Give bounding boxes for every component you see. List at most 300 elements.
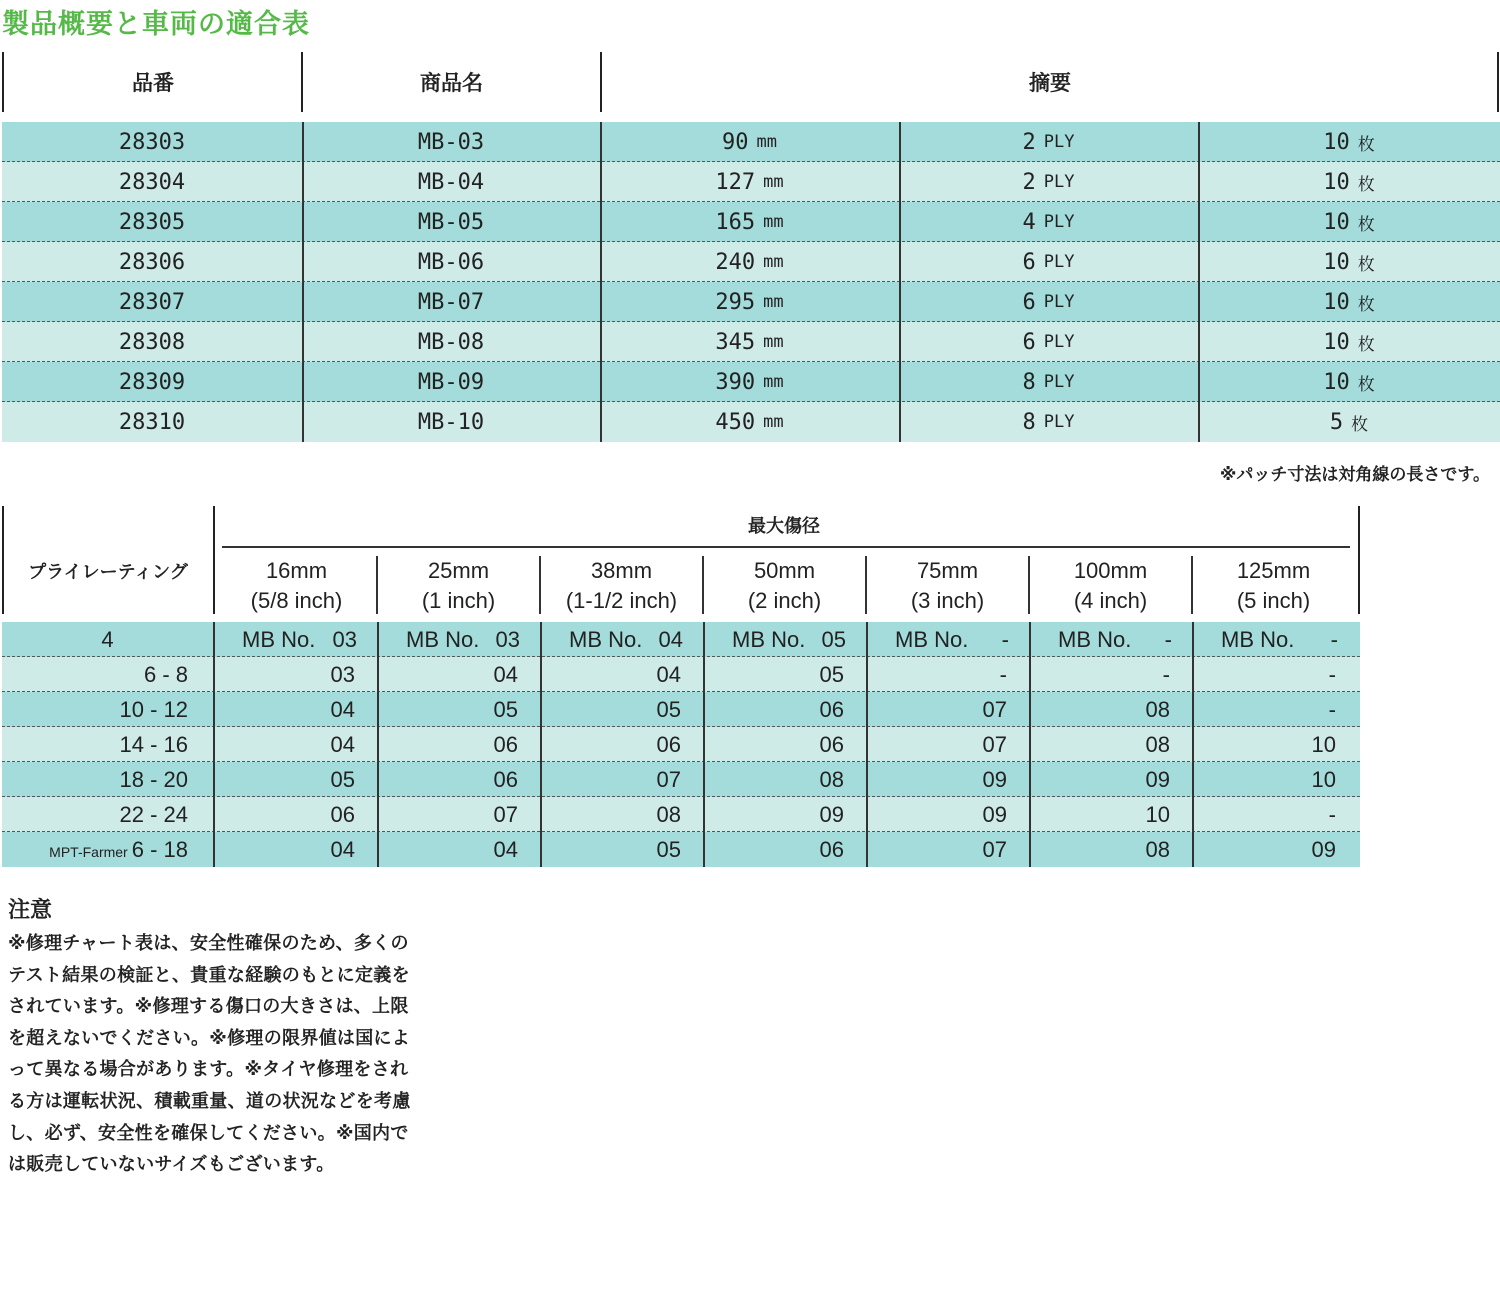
ply-rating-cell (2, 727, 188, 762)
column-divider (1198, 242, 1200, 282)
header-divider (2, 506, 4, 614)
table-row (2, 832, 1360, 867)
column-divider (302, 162, 304, 202)
column-divider (1028, 556, 1030, 614)
patch-number-cell: 09 (982, 802, 1007, 827)
fit-table-header (0, 506, 1362, 614)
ply-rating-cell (2, 657, 188, 692)
patch-number: - (1330, 627, 1338, 652)
patch-number-cell: 10 (1311, 767, 1336, 792)
patch-number-cell: - (1328, 697, 1336, 722)
cell-value: 10 (1323, 129, 1350, 155)
ply-cell (899, 242, 1198, 282)
patch-number-cell: 07 (493, 802, 518, 827)
unit-label: PLY (1043, 212, 1075, 232)
column-divider (1029, 727, 1031, 762)
patch-number: 03 (332, 627, 357, 652)
ply-value: 18 - 20 (119, 767, 188, 792)
cell-value: MB-06 (417, 249, 485, 275)
unit-label: PLY (1043, 172, 1075, 192)
patch-number-cell: 04 (330, 697, 355, 722)
size-inch: (2 inch) (747, 588, 822, 613)
patch-number-cell: 06 (819, 697, 844, 722)
patch-number-cell: 08 (656, 802, 681, 827)
size-mm: 50mm (753, 558, 816, 583)
patch-number-cell: 05 (656, 837, 681, 862)
ply-cell (899, 402, 1198, 442)
unit-label: mm (756, 132, 777, 152)
cell-value: 8 (1022, 369, 1036, 395)
patch-number-cell: 07 (656, 767, 681, 792)
unit-label: mm (763, 372, 784, 392)
cell-value: 2 (1022, 129, 1036, 155)
table-row (2, 622, 1360, 657)
patch-number-cell: 10 (1145, 802, 1170, 827)
patch-number-cell: 04 (493, 662, 518, 687)
size-mm: 38mm (590, 558, 653, 583)
patch-number: - (1001, 627, 1009, 652)
size-column-header (540, 556, 703, 616)
patch-number-cell: 04 (330, 837, 355, 862)
unit-label: 枚 (1357, 134, 1375, 155)
column-divider (600, 322, 602, 362)
cell-value: 5 (1329, 409, 1344, 435)
unit-label: PLY (1043, 332, 1075, 352)
patch-number-cell: 09 (982, 767, 1007, 792)
qty-cell (1198, 402, 1500, 442)
size-cell (600, 242, 899, 282)
cell-value: MB-07 (417, 289, 485, 315)
cell-value: 10 (1323, 369, 1350, 395)
size-inch: (1-1/2 inch) (565, 588, 678, 613)
column-divider (540, 797, 542, 832)
column-divider (866, 832, 868, 867)
header-divider (1497, 52, 1499, 112)
patch-number-cell: 06 (819, 837, 844, 862)
header-divider (1358, 506, 1360, 614)
column-divider (703, 797, 705, 832)
column-divider (866, 762, 868, 797)
cell-value: 2 (1022, 169, 1036, 195)
column-divider (376, 556, 378, 614)
size-inch: (5 inch) (1236, 588, 1311, 613)
column-divider (213, 762, 215, 797)
cell-value: 28310 (118, 409, 186, 435)
patch-number: 03 (495, 627, 520, 652)
cell-value: 345 (715, 329, 756, 355)
column-divider (540, 762, 542, 797)
table-row (2, 282, 1500, 322)
table-row (2, 727, 1360, 762)
ply-rating-cell (2, 832, 188, 867)
patch-number: 05 (821, 627, 846, 652)
column-divider (600, 202, 602, 242)
patch-number-cell: 06 (493, 732, 518, 757)
part-no-cell (2, 362, 302, 402)
unit-label: 枚 (1357, 334, 1375, 355)
header-product-name: 商品名 (420, 71, 483, 95)
cell-value: 8 (1022, 409, 1036, 435)
patch-number-cell: - (1162, 662, 1170, 687)
product-name-cell (302, 122, 600, 162)
column-divider (600, 122, 602, 162)
cell-value: 28308 (118, 329, 186, 355)
product-table-body (2, 122, 1500, 442)
column-divider (1029, 692, 1031, 727)
unit-label: 枚 (1357, 294, 1375, 315)
product-name-cell (302, 362, 600, 402)
column-divider (1192, 692, 1194, 727)
part-no-cell (2, 162, 302, 202)
patch-size-note: ※パッチ寸法は対角線の長さです。 (1219, 465, 1490, 485)
patch-number-cell (1030, 622, 1192, 657)
unit-label: 枚 (1357, 214, 1375, 235)
size-mm: 75mm (916, 558, 979, 583)
size-inch: (5/8 inch) (250, 588, 343, 613)
column-divider (865, 556, 867, 614)
column-divider (1192, 797, 1194, 832)
cell-value: 127 (715, 169, 756, 195)
table-row (2, 657, 1360, 692)
cell-value: 6 (1022, 289, 1036, 315)
column-divider (703, 762, 705, 797)
cell-value: 4 (1022, 209, 1036, 235)
product-name-cell (302, 242, 600, 282)
patch-number-cell: 08 (1145, 697, 1170, 722)
unit-label: PLY (1043, 372, 1075, 392)
qty-cell (1198, 362, 1500, 402)
column-divider (600, 282, 602, 322)
size-column-header (377, 556, 540, 616)
column-divider (377, 657, 379, 692)
caution-title: 注意 (8, 898, 53, 923)
caution-text: ※修理チャート表は、安全性確保のため、多くのテスト結果の検証と、貴重な経験のもとに定義をされています。※修理する傷口の大きさは、上限を超えないでください。※修理の限界値は国によって異なる場合があります。※タイヤ修理をされる方は運転状況、積載重量、道の状況などを考慮し、必ず、安全性を確保してください。※国内では販売していないサイズもございます。 (8, 933, 411, 1176)
cell-value: MB-03 (417, 129, 485, 155)
column-divider (899, 162, 901, 202)
patch-number-cell: 06 (656, 732, 681, 757)
column-divider (600, 402, 602, 442)
max-injury-header: 最大傷径 (748, 516, 820, 537)
column-divider (1192, 622, 1194, 657)
column-divider (899, 282, 901, 322)
patch-number-cell: 07 (982, 732, 1007, 757)
patch-number-cell: 05 (656, 697, 681, 722)
mb-no-prefix: MB No. (242, 627, 316, 652)
column-divider (1198, 362, 1200, 402)
mb-no-prefix: MB No. (1058, 627, 1132, 652)
ply-value: 10 - 12 (119, 697, 188, 722)
column-divider (600, 242, 602, 282)
patch-number-cell: 04 (493, 837, 518, 862)
column-divider (302, 242, 304, 282)
column-divider (866, 727, 868, 762)
column-divider (302, 122, 304, 162)
patch-number-cell: 04 (656, 662, 681, 687)
cell-value: 90 (722, 129, 749, 155)
patch-number-cell: - (1328, 802, 1336, 827)
column-divider (302, 402, 304, 442)
column-divider (302, 322, 304, 362)
column-divider (1029, 657, 1031, 692)
column-divider (1198, 122, 1200, 162)
size-cell (600, 322, 899, 362)
cell-value: 295 (715, 289, 756, 315)
table-row (2, 202, 1500, 242)
ply-rating-cell (2, 762, 188, 797)
ply-cell (899, 362, 1198, 402)
column-divider (600, 162, 602, 202)
size-column-header (703, 556, 866, 616)
unit-label: mm (763, 412, 784, 432)
cell-value: 28305 (118, 209, 186, 235)
product-name-cell (302, 282, 600, 322)
mb-no-prefix: MB No. (569, 627, 643, 652)
column-divider (1029, 832, 1031, 867)
ply-rating-header: プライレーティング (28, 562, 188, 583)
cell-value: 165 (715, 209, 756, 235)
ply-cell (899, 282, 1198, 322)
column-divider (302, 362, 304, 402)
table-row (2, 362, 1500, 402)
product-name-cell (302, 202, 600, 242)
patch-number-cell (214, 622, 377, 657)
product-name-cell (302, 162, 600, 202)
column-divider (377, 692, 379, 727)
unit-label: mm (763, 172, 784, 192)
cell-value: MB-09 (417, 369, 485, 395)
cell-value: 10 (1323, 329, 1350, 355)
cell-value: 390 (715, 369, 756, 395)
cell-value: MB-04 (417, 169, 485, 195)
column-divider (1198, 162, 1200, 202)
unit-label: PLY (1043, 292, 1075, 312)
ply-cell (899, 122, 1198, 162)
patch-number-cell: 06 (819, 732, 844, 757)
table-row (2, 692, 1360, 727)
part-no-cell (2, 122, 302, 162)
size-mm: 16mm (265, 558, 328, 583)
size-cell (600, 402, 899, 442)
unit-label: mm (763, 332, 784, 352)
column-divider (899, 242, 901, 282)
patch-number-cell: 03 (330, 662, 355, 687)
column-divider (377, 832, 379, 867)
patch-number-cell (704, 622, 866, 657)
size-cell (600, 362, 899, 402)
product-name-cell (302, 402, 600, 442)
column-divider (540, 692, 542, 727)
column-divider (539, 556, 541, 614)
patch-number-cell: 10 (1311, 732, 1336, 757)
table-row (2, 322, 1500, 362)
patch-number-cell: 08 (819, 767, 844, 792)
patch-number-cell: 09 (1145, 767, 1170, 792)
ply-rating-cell (2, 692, 188, 727)
ply-cell (899, 162, 1198, 202)
column-divider (703, 657, 705, 692)
cell-value: 240 (715, 249, 756, 275)
column-divider (702, 556, 704, 614)
column-divider (540, 832, 542, 867)
part-no-cell (2, 402, 302, 442)
qty-cell (1198, 162, 1500, 202)
header-rule (222, 546, 1350, 548)
column-divider (1192, 657, 1194, 692)
cell-value: 6 (1022, 329, 1036, 355)
patch-number-cell: 08 (1145, 837, 1170, 862)
unit-label: PLY (1043, 412, 1075, 432)
column-divider (540, 622, 542, 657)
column-divider (703, 832, 705, 867)
column-divider (1192, 832, 1194, 867)
column-divider (1191, 556, 1193, 614)
column-divider (1198, 402, 1200, 442)
patch-number-cell: 09 (819, 802, 844, 827)
column-divider (540, 657, 542, 692)
ply-value: 6 - 18 (131, 837, 188, 862)
column-divider (213, 727, 215, 762)
unit-label: 枚 (1357, 254, 1375, 275)
cell-value: 28306 (118, 249, 186, 275)
size-inch: (3 inch) (910, 588, 985, 613)
column-divider (213, 622, 215, 657)
patch-number-cell: 05 (819, 662, 844, 687)
column-divider (866, 622, 868, 657)
qty-cell (1198, 322, 1500, 362)
cell-value: 10 (1323, 289, 1350, 315)
page-title: 製品概要と車両の適合表 (2, 9, 310, 40)
column-divider (1198, 202, 1200, 242)
patch-number-cell: 04 (330, 732, 355, 757)
column-divider (1198, 282, 1200, 322)
column-divider (377, 797, 379, 832)
qty-cell (1198, 122, 1500, 162)
ply-value: 22 - 24 (119, 802, 188, 827)
fit-table-body (2, 622, 1360, 867)
cell-value: 28304 (118, 169, 186, 195)
column-divider (302, 202, 304, 242)
patch-number-cell: 05 (493, 697, 518, 722)
part-no-cell (2, 282, 302, 322)
unit-label: PLY (1043, 252, 1075, 272)
product-name-cell (302, 322, 600, 362)
column-divider (213, 832, 215, 867)
patch-number-cell: - (1328, 662, 1336, 687)
column-divider (377, 622, 379, 657)
patch-number-cell: - (999, 662, 1007, 687)
patch-number-cell: 06 (493, 767, 518, 792)
column-divider (899, 322, 901, 362)
column-divider (377, 727, 379, 762)
ply-rating-cell: 4 (101, 627, 114, 652)
column-divider (1192, 762, 1194, 797)
column-divider (213, 797, 215, 832)
column-divider (1029, 762, 1031, 797)
header-summary: 摘要 (1029, 71, 1071, 95)
column-divider (866, 797, 868, 832)
column-divider (540, 727, 542, 762)
unit-label: mm (763, 212, 784, 232)
column-divider (1192, 727, 1194, 762)
unit-label: 枚 (1351, 414, 1369, 435)
cell-value: 10 (1323, 169, 1350, 195)
patch-number: - (1164, 627, 1172, 652)
column-divider (899, 402, 901, 442)
size-column-header (1029, 556, 1192, 616)
size-cell (600, 282, 899, 322)
column-divider (1029, 797, 1031, 832)
unit-label: mm (763, 292, 784, 312)
part-no-cell (2, 242, 302, 282)
ply-cell (899, 322, 1198, 362)
mb-no-prefix: MB No. (895, 627, 969, 652)
header-part-no: 品番 (132, 71, 174, 95)
column-divider (866, 657, 868, 692)
cell-value: 10 (1323, 249, 1350, 275)
qty-cell (1198, 202, 1500, 242)
patch-number-cell (378, 622, 540, 657)
column-divider (899, 362, 901, 402)
patch-number-cell: 09 (1311, 837, 1336, 862)
column-divider (899, 202, 901, 242)
column-divider (703, 727, 705, 762)
vehicle-type-label: MPT-Farmer (49, 844, 128, 860)
unit-label: PLY (1043, 132, 1075, 152)
size-cell (600, 122, 899, 162)
column-divider (1029, 622, 1031, 657)
ply-value: 6 - 8 (143, 662, 188, 687)
size-mm: 125mm (1236, 558, 1311, 583)
part-no-cell (2, 322, 302, 362)
size-cell (600, 202, 899, 242)
table-row (2, 122, 1500, 162)
product-table-header (0, 52, 1500, 112)
table-row (2, 162, 1500, 202)
column-divider (1198, 322, 1200, 362)
table-row (2, 797, 1360, 832)
mb-no-prefix: MB No. (732, 627, 806, 652)
cell-value: 28307 (118, 289, 186, 315)
column-divider (600, 362, 602, 402)
column-divider (899, 122, 901, 162)
mb-no-prefix: MB No. (406, 627, 480, 652)
patch-number-cell: 05 (330, 767, 355, 792)
column-divider (703, 692, 705, 727)
part-no-cell (2, 202, 302, 242)
patch-number-cell: 06 (330, 802, 355, 827)
unit-label: 枚 (1357, 174, 1375, 195)
size-mm: 25mm (427, 558, 490, 583)
column-divider (377, 762, 379, 797)
patch-number: 04 (658, 627, 683, 652)
qty-cell (1198, 282, 1500, 322)
column-divider (703, 622, 705, 657)
cell-value: MB-05 (417, 209, 485, 235)
patch-number-cell (1193, 622, 1358, 657)
cell-value: 28309 (118, 369, 186, 395)
size-mm: 100mm (1073, 558, 1148, 583)
column-divider (302, 282, 304, 322)
size-inch: (1 inch) (421, 588, 496, 613)
table-row (2, 242, 1500, 282)
cell-value: 6 (1022, 249, 1036, 275)
ply-value: 14 - 16 (119, 732, 188, 757)
size-column-header (1192, 556, 1355, 616)
qty-cell (1198, 242, 1500, 282)
ply-cell (899, 202, 1198, 242)
column-divider (866, 692, 868, 727)
cell-value: 10 (1323, 209, 1350, 235)
